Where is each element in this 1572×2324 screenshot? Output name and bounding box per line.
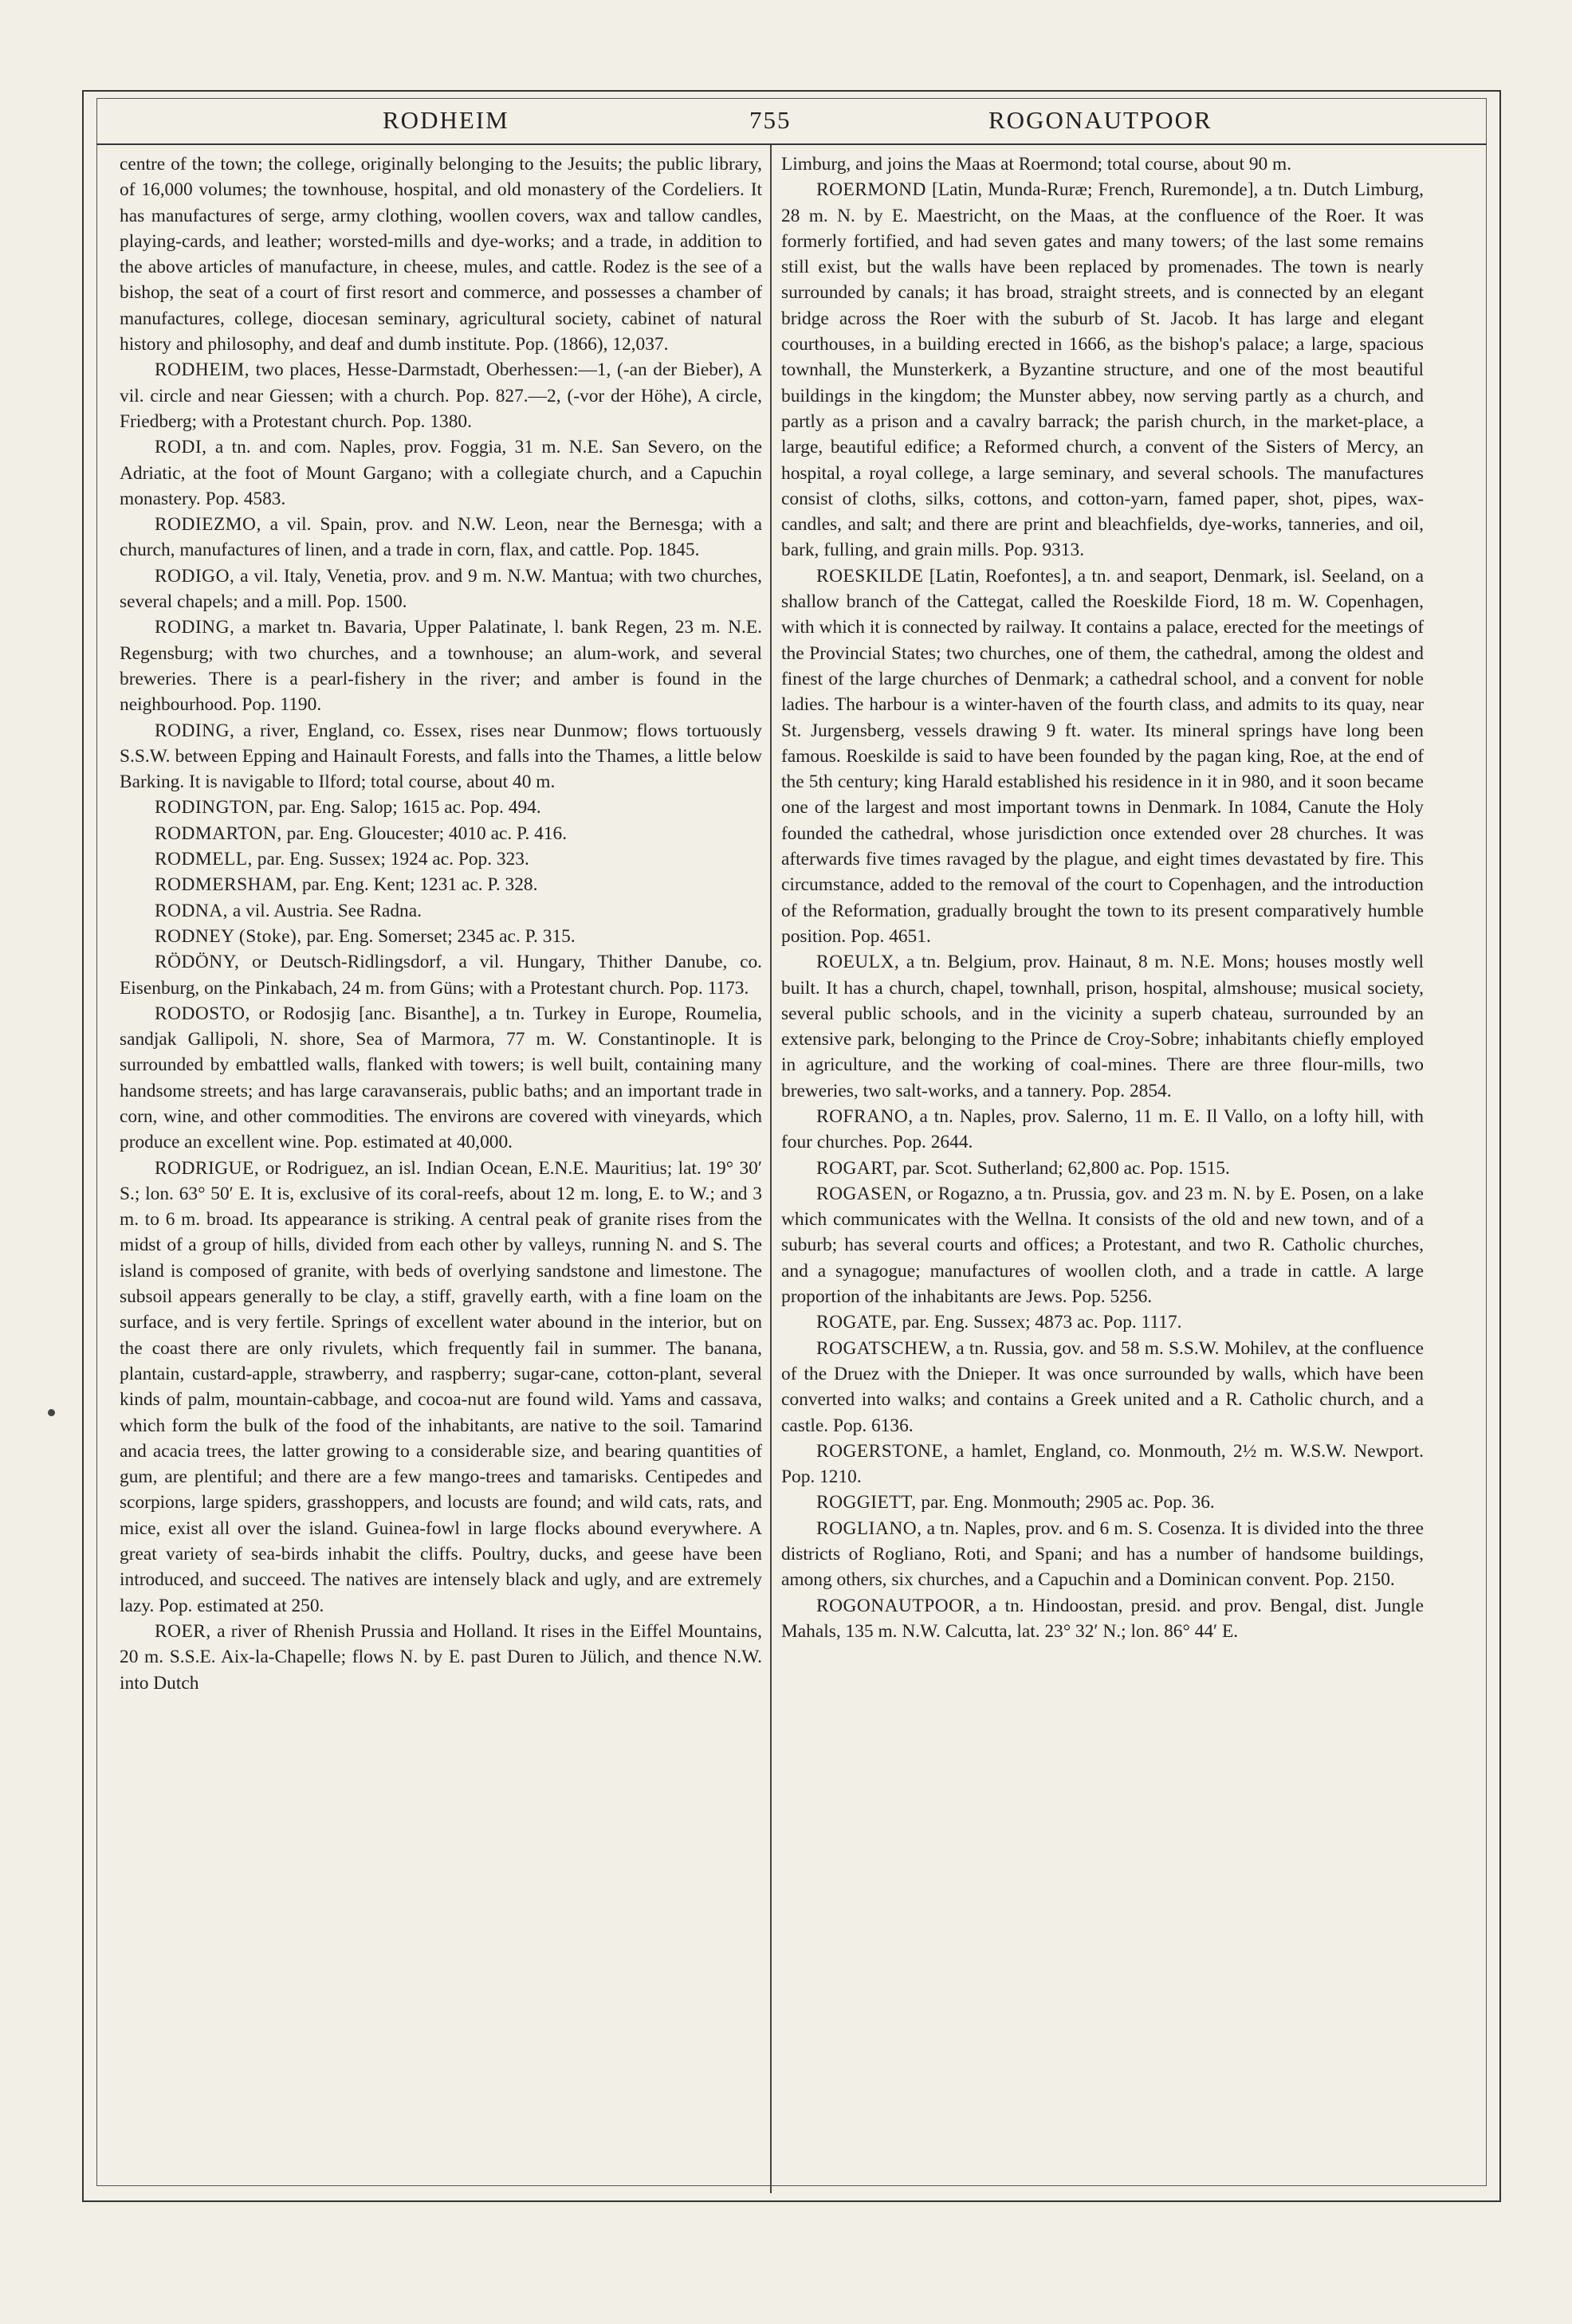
gazetteer-entry [781, 1490, 1424, 1515]
gazetteer-entry [120, 1619, 762, 1696]
entry-text: par. Eng. Gloucester; 4010 ac. P. 416. [281, 822, 568, 844]
entry-headword: RODMELL, [155, 849, 253, 870]
gazetteer-entry [781, 177, 1424, 563]
entry-headword: ROGERSTONE, [816, 1440, 949, 1462]
gazetteer-entry [781, 151, 1424, 177]
gazetteer-entry [120, 614, 762, 717]
gazetteer-entry [120, 949, 762, 1001]
gazetteer-entry [781, 1439, 1424, 1490]
entry-text: a vil. Spain, prov. and N.W. Leon, near the Bernesga; with a church, manufactures of linen, and a trade in corn, flax, and cattle. Pop. 1845. [120, 514, 762, 561]
entry-text: or Rogazno, a tn. Prussia, gov. and 23 m. N. by E. Posen, on a lake which communicates with the Wellna. It consists of the old and new town, and of a suburb; has several courts and offices; a Protestant, and two R. Catholic churches, and a synagogue; manufactures of woollen cloth, and a trade in cattle. A large proportion of the inhabitants are Jews. Pop. 5256. [781, 1183, 1424, 1308]
header-rule [96, 143, 1487, 145]
entry-headword: ROERMOND [816, 179, 926, 201]
entry-headword: RODMARTON, [155, 822, 282, 844]
entry-text: a vil. Austria. See Radna. [228, 900, 422, 921]
gazetteer-entry [120, 512, 762, 563]
gazetteer-entry [120, 563, 762, 615]
entry-headword: ROER, [155, 1620, 211, 1642]
entry-headword: ROESKILDE [816, 565, 924, 587]
gazetteer-entry [781, 1593, 1424, 1645]
entry-text: [Latin, Roefontes], a tn. and seaport, Denmark, isl. Seeland, on a shallow branch of the Cattegat, called the Roeskilde Fiord, 18 m. W. Copenhagen, with which it is connected by railway. It contains a palace, erected for the meetings of the Provincial States; two churches, one of them, the cathedral, among the oldest and finest of the large churches of Denmark; a cathedral school, and a convent for noble ladies. The harbour is a winter-haven of the fourth class, and admits to its quay, near St. Jurgensberg, vessels drawing 9 ft. water. Its mineral springs have long been famous. Roeskilde is said to have been founded by the pagan king, Roe, at the end of the 5th century; king Harald established his residence in it in 980, and it soon became one of the largest and most important towns in Denmark. In 1084, Canute the Holy founded the cathedral, whose jurisdiction once extended over 28 churches. It was afterwards five times ravaged by the plague, and eight times devastated by fire. This circumstance, added to the removal of the court to Copenhagen, and the introduction of the Reformation, gradually brought the town to its present comparatively humble position. Pop. 4651. [781, 565, 1424, 947]
entry-headword: RODMERSHAM, [155, 874, 298, 896]
entry-text: or Rodriguez, an isl. Indian Ocean, E.N.E. Mauritius; lat. 19° 30′ S.; lon. 63° 50′ E. It is, exclusive of its coral-reefs, about 12 m. long, E. to W.; and 3 m. to 6 m. broad. Its appearance is striking. A central peak of granite rises from the midst of a group of hills, divided from each other by valleys, running N. and S. The island is composed of granite, with beds of overlying sandstone and limestone. The subsoil appears generally to be clay, a stiff, gravelly earth, with a fine loam on the surface, and is very fertile. Springs of excellent water abound in the interior, but on the coast there are only rivulets, which frequently fail in summer. The banana, plantain, custard-apple, strawberry, and raspberry; sugar-cane, cotton-plant, several kinds of palm, mountain-cabbage, and cocoa-nut are found wild. Yams and cassava, which form the bulk of the food of the inhabitants, are native to the soil. Tamarind and acacia trees, the latter growing to a considerable size, and bearing quantities of gum, are plentiful; and there are a few mango-trees and tamarisks. Centipedes and scorpions, large spiders, grasshoppers, and locusts are found; and wild cats, rats, and mice, exist all over the island. Guinea-fowl in large flocks abound everywhere. A great variety of sea-birds inhabit the cliffs. Poultry, ducks, and geese have been introduced, and succeed. The natives are intensely black and ugly, and are extremely lazy. Pop. estimated at 250. [120, 1157, 762, 1616]
entry-text: par. Eng. Sussex; 1924 ac. Pop. 323. [252, 849, 529, 870]
margin-mark [48, 1409, 55, 1416]
page-number: 755 [749, 106, 792, 134]
entry-text: par. Scot. Sutherland; 62,800 ac. Pop. 1515. [898, 1157, 1230, 1179]
gazetteer-entry [781, 1104, 1424, 1156]
gazetteer-entry [120, 821, 762, 846]
gazetteer-entry [120, 795, 762, 820]
entry-text: a tn. Russia, gov. and 58 m. S.S.W. Mohilev, at the confluence of the Druez with the Dnieper. It was once surrounded by walls, which have been converted into walks; and contains a Greek united and a R. Catholic church, and a castle. Pop. 6136. [781, 1337, 1424, 1436]
entry-headword: ROGONAUTPOOR, [816, 1595, 981, 1616]
gazetteer-entry [781, 563, 1424, 949]
right-column [781, 151, 1424, 1644]
entry-text: centre of the town; the college, originally belonging to the Jesuits; the public library, of 16,000 volumes; the townhouse, hospital, and old monastery of the Cordeliers. It has manufactures of serge, army clothing, woollen covers, wax and tallow candles, playing-cards, and leather; worsted-mills and dye-works; and a trade, in addition to the above articles of manufacture, in cheese, mules, and cattle. Rodez is the see of a bishop, the seat of a court of first resort and commerce, and possesses a chamber of manufactures, college, diocesan seminary, agricultural society, cabinet of natural history and philosophy, and deaf and dumb institute. Pop. (1866), 12,037. [120, 154, 762, 355]
entry-headword: RODI, [155, 437, 207, 458]
entry-headword: RODOSTO, [155, 1003, 250, 1024]
entry-headword: RODRIGUE, [155, 1157, 260, 1179]
entry-text: or Deutsch-Ridlingsdorf, a vil. Hungary, Thither Danube, co. Eisenburg, on the Pinkabach, 24 m. from Güns; with a Protestant church. Pop. 1173. [120, 952, 762, 999]
running-head-right: ROGONAUTPOOR [988, 106, 1212, 134]
entry-text: par. Eng. Sussex; 4873 ac. Pop. 1117. [897, 1312, 1182, 1333]
entry-headword: RODINGTON, [155, 797, 274, 819]
entry-text: par. Eng. Kent; 1231 ac. P. 328. [297, 874, 538, 896]
entry-text: a river of Rhenish Prussia and Holland. It rises in the Eiffel Mountains, 20 m. S.S.E. Aix-la-Chapelle; flows N. by E. past Duren to Jülich, and thence N.W. into Dutch [120, 1620, 762, 1694]
entry-text: a market tn. Bavaria, Upper Palatinate, l. bank Regen, 23 m. N.E. Regensburg; with two churches, and a townhouse; an alum-work, and several breweries. There is a pearl-fishery in the river; and amber is found in the neighbourhood. Pop. 1190. [120, 617, 762, 716]
gazetteer-entry [781, 1336, 1424, 1439]
entry-headword: RÖDÖNY, [155, 952, 240, 973]
gazetteer-entry [781, 949, 1424, 1104]
gazetteer-entry [120, 1156, 762, 1619]
entry-text: [Latin, Munda-Ruræ; French, Ruremonde], a tn. Dutch Limburg, 28 m. N. by E. Maestricht, on the Maas, at the confluence of the Roer. It was formerly fortified, and had seven gates and many towers; of the last some remains still exist, but the walls have been replaced by promenades. The town is nearly surrounded by canals; it has broad, straight streets, and is connected by an elegant bridge across the Roer with the suburb of St. Jacob. It has large and elegant courthouses, in a building erected in 1666, as the bishop's palace; a large, spacious townhall, the Munsterkerk, a Byzantine structure, and one of the most beautiful buildings in the kingdom; the Munster abbey, now serving partly as a church, and partly as a prison and a cavalry barrack; the parish church, in the market-place, a large, beautiful edifice; a Reformed church, a convent of the Sisters of Mercy, an hospital, a royal college, a large seminary, and several schools. The manufactures consist of cloths, silks, cottons, and cotton-yarn, famed paper, shot, pipes, wax-candles, and salt; and there are print and bleachfields, dye-works, tanneries, and oil, bark, fulling, and grain mills. Pop. 9313. [781, 179, 1424, 561]
gazetteer-entry [120, 1001, 762, 1156]
entry-text: a tn. Belgium, prov. Hainaut, 8 m. N.E. Mons; houses mostly well built. It has a church, chapel, townhall, prison, hospital, almshouse; musical society, several public schools, and in the vicinity a superb chateau, surrounded by an extensive park, belonging to the Prince de Croy-Sobre; inhabitants chiefly employed in agriculture, and the working of coal-mines. There are three flour-mills, two breweries, two salt-works, and a tannery. Pop. 2854. [781, 952, 1424, 1101]
entry-headword: ROGGIETT, [816, 1492, 917, 1513]
gazetteer-entry [120, 434, 762, 512]
entry-text: par. Eng. Monmouth; 2905 ac. Pop. 36. [916, 1492, 1215, 1513]
entry-text: par. Eng. Salop; 1615 ac. Pop. 494. [273, 797, 541, 819]
entry-text: a tn. Naples, prov. Salerno, 11 m. E. Il Vallo, on a lofty hill, with four churches. Pop. 2644. [781, 1105, 1424, 1153]
entry-text: a tn. and com. Naples, prov. Foggia, 31 m. N.E. San Severo, on the Adriatic, at the foot of Mount Gargano; with a collegiate church, and a Capuchin monastery. Pop. 4583. [120, 437, 762, 509]
gazetteer-entry [781, 1309, 1424, 1335]
left-column [120, 151, 762, 1696]
entry-text: a vil. Italy, Venetia, prov. and 9 m. N.W. Mantua; with two churches, several chapels; and a mill. Pop. 1500. [120, 565, 762, 613]
gazetteer-entry [781, 1181, 1424, 1309]
entry-text: a hamlet, England, co. Monmouth, 2½ m. W.S.W. Newport. Pop. 1210. [781, 1440, 1424, 1488]
column-divider [770, 145, 772, 2193]
gazetteer-entry [120, 898, 762, 924]
entry-headword: RODNEY (Stoke), [155, 925, 302, 947]
entry-headword: RODIGO, [155, 565, 235, 587]
entry-text: par. Eng. Somerset; 2345 ac. P. 315. [301, 925, 576, 947]
entry-headword: ROGATSCHEW, [816, 1337, 952, 1359]
entry-headword: ROGLIANO, [816, 1517, 922, 1539]
entry-headword: RODING, [155, 720, 235, 741]
entry-text: a tn. Hindoostan, presid. and prov. Bengal, dist. Jungle Mahals, 135 m. N.W. Calcutta, lat. 23° 32′ N.; lon. 86° 44′ E. [781, 1595, 1424, 1642]
entry-headword: RODIEZMO, [155, 514, 261, 536]
entry-headword: ROGART, [816, 1157, 898, 1179]
gazetteer-entry [120, 357, 762, 434]
entry-headword: ROFRANO, [816, 1105, 914, 1127]
gazetteer-entry [781, 1516, 1424, 1593]
entry-text: a river, England, co. Essex, rises near Dunmow; flows tortuously S.S.W. between Epping and Hainault Forests, and falls into the Thames, a little below Barking. It is navigable to Ilford; total course, about 40 m. [120, 720, 762, 793]
gazetteer-entry [120, 846, 762, 872]
entry-headword: RODNA, [155, 900, 229, 921]
gazetteer-entry [120, 924, 762, 949]
entry-headword: ROEULX, [816, 952, 900, 973]
entry-text: a tn. Naples, prov. and 6 m. S. Cosenza. It is divided into the three districts of Rogliano, Roti, and Spani; and has a number of handsome buildings, among others, six churches, and a Capuchin and a Dominican convent. Pop. 2150. [781, 1517, 1424, 1591]
gazetteer-entry [120, 151, 762, 357]
gazetteer-entry [781, 1156, 1424, 1181]
entry-headword: RODHEIM, [155, 359, 250, 381]
running-head-left: RODHEIM [383, 106, 509, 134]
entry-headword: RODING, [155, 617, 235, 638]
gazetteer-entry [120, 718, 762, 795]
entry-headword: ROGATE, [816, 1312, 898, 1333]
entry-text: Limburg, and joins the Maas at Roermond; total course, about 90 m. [781, 154, 1292, 175]
gazetteer-entry [120, 872, 762, 897]
entry-text: two places, Hesse-Darmstadt, Oberhessen:—1, (-an der Bieber), A vil. circle and near Giessen; with a church. Pop. 827.—2, (-vor der Höhe), A circle, Friedberg; with a Protestant church. Pop. 1380. [120, 359, 762, 432]
entry-text: or Rodosjig [anc. Bisanthe], a tn. Turkey in Europe, Roumelia, sandjak Gallipoli, N. shore, Sea of Marmora, 77 m. W. Constantinople. It is surrounded by embattled walls, flanked with towers; is well built, containing many handsome streets; and has large caravanserais, public baths; and an important trade in corn, wine, and other commodities. The environs are covered with vineyards, which produce an excellent wine. Pop. estimated at 40,000. [120, 1003, 762, 1153]
entry-headword: ROGASEN, [816, 1183, 913, 1204]
